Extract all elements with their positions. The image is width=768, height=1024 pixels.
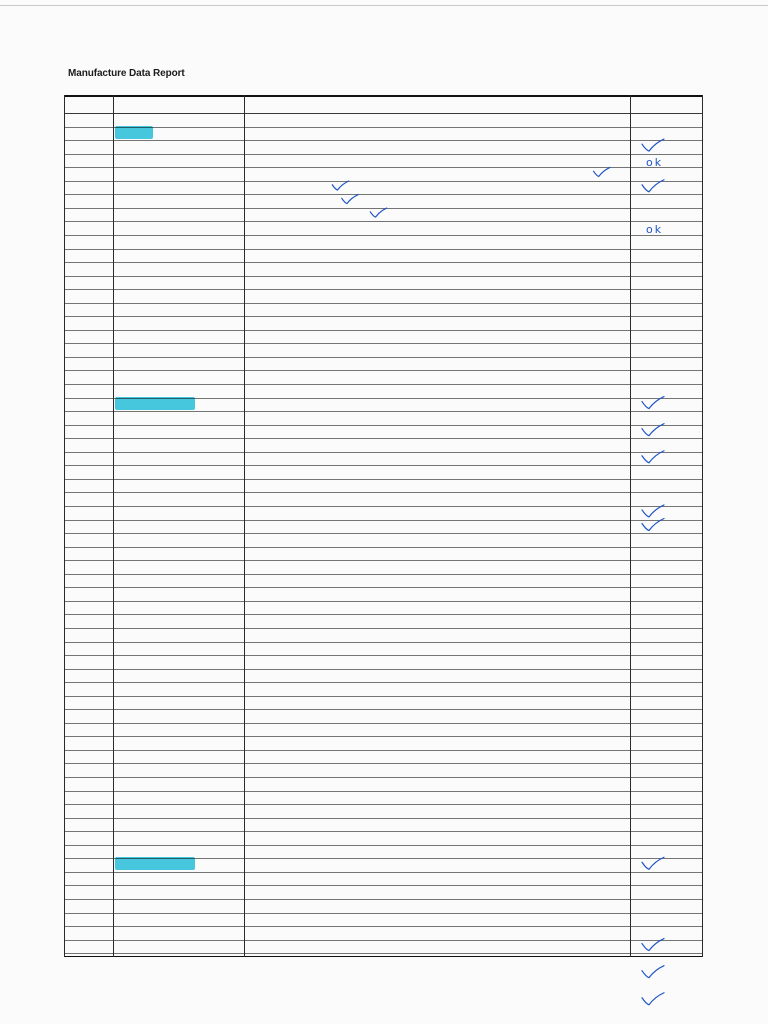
scan-edge-line: [0, 5, 768, 6]
status-check-icon: [642, 505, 664, 517]
status-check-icon: [642, 180, 664, 192]
data-record-table: [64, 95, 703, 957]
inline-check-icon: [594, 167, 611, 176]
status-check-icon: [642, 519, 664, 531]
status-check-icon: [642, 451, 664, 463]
status-check-icon: [642, 397, 664, 409]
status-check-icon: [642, 139, 664, 151]
status-ok-mark: ok: [646, 223, 664, 237]
status-check-icon: [642, 939, 664, 951]
status-check-icon: [642, 424, 664, 436]
highlighter-mark: [115, 397, 195, 410]
handwritten-marks-layer: [64, 95, 703, 957]
highlighter-mark: [115, 857, 195, 870]
inline-check-icon: [342, 195, 359, 204]
inline-check-icon: [332, 181, 349, 190]
inline-check-icon: [370, 208, 387, 217]
status-ok-mark: ok: [646, 155, 664, 169]
status-check-icon: [642, 993, 664, 1005]
document-title: Manufacture Data Report: [68, 68, 185, 79]
highlighter-mark: [115, 126, 153, 139]
status-check-icon: [642, 857, 664, 869]
status-check-icon: [642, 966, 664, 978]
